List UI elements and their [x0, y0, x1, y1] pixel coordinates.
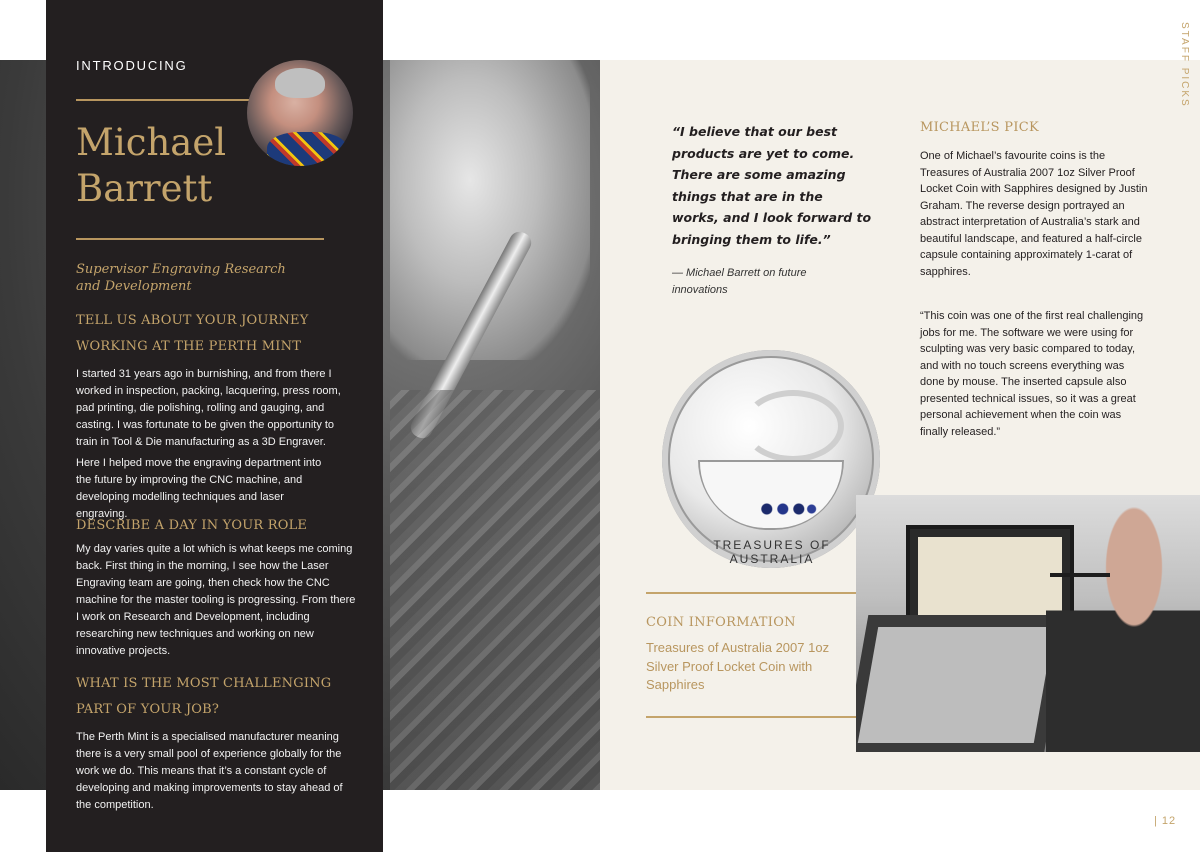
answer-paragraph: Here I helped move the engraving department into the future by improving the CNC machine, and developing modelling techniques and laser engraving. [76, 457, 322, 520]
divider [76, 238, 324, 240]
section-tag: STAFF PICKS [1179, 22, 1190, 108]
answer-paragraph: The Perth Mint is a specialised manufacturer meaning there is a very small pool of experience globally for the work we do. This means that it’s a constant cycle of developing and making improvements to stay ahead of the competition. [76, 731, 343, 811]
answer-paragraph: My day varies quite a lot which is what keeps me coming back. First thing in the morning, I see how the Laser Engraving team are going, then check how the CNC machine for the master tooling is progressing. From there I work on Research and Development, including researching new techniques and working on new innovative projects. [76, 543, 356, 657]
avatar [247, 60, 353, 166]
tablet-screen [858, 627, 1054, 743]
profile-role: Supervisor Engraving Research and Development [76, 262, 286, 294]
profile-panel [46, 0, 383, 852]
divider [646, 716, 856, 718]
question-heading: WHAT IS THE MOST CHALLENGING PART OF YOUR JOB? [76, 676, 332, 717]
pick-quote-paragraph: “This coin was one of the first real challenging jobs for me. The software we were using for sculpting was very basic compared to today, and with no touch screens everything was done by mouse. The inserted capsule also presented technical issues, so it was a great personal achievement when the coin was finally released.” [920, 310, 1144, 438]
divider [76, 99, 251, 101]
last-name: Barrett [76, 167, 213, 210]
sapphires [754, 500, 818, 518]
avatar-hair [275, 68, 325, 98]
profile-name [76, 120, 226, 212]
divider [646, 592, 856, 594]
pull-quote: “I believe that our best products are yet to come. There are some amazing things that are in the works, and I look forward to bringing them to life.” [672, 124, 872, 247]
intro-label: INTRODUCING [76, 58, 188, 73]
engraver-photo [856, 495, 1200, 752]
first-name: Michael [76, 121, 227, 164]
question-heading: TELL US ABOUT YOUR JOURNEY WORKING AT THE PERTH MINT [76, 313, 309, 354]
page-number: | 12 [1154, 815, 1177, 827]
sapphire-capsule [698, 460, 844, 530]
avatar-shirt [267, 132, 347, 166]
answer-paragraph: I started 31 years ago in burnishing, and from there I worked in inspection, packing, lacquering, press room, pad printing, die polishing, rolling and gauging, and casting. I was fortunate to be given the opportunity to train in Tool & Die manufacturing as a 3D Engraver. [76, 368, 341, 448]
question-heading: DESCRIBE A DAY IN YOUR ROLE [76, 518, 308, 533]
coin-swirl [742, 390, 844, 462]
coin-info-text: Treasures of Australia 2007 1oz Silver Proof Locket Coin with Sapphires [646, 640, 830, 692]
pick-heading: MICHAEL’S PICK [920, 120, 1040, 135]
drawing-tablet-image [856, 615, 1068, 752]
coin-image [662, 350, 880, 568]
pick-paragraph: One of Michael’s favourite coins is the Treasures of Australia 2007 1oz Silver Proof Locket Coin with Sapphires designed by Justin Graham. The reverse design portrayed an abstract interpretation of Australia’s stark and beautiful landscape, and featured a half-circle capsule containing approximately 1-carat of sapphires. [920, 150, 1148, 278]
engraver-person [1046, 495, 1200, 752]
glasses [1050, 573, 1110, 587]
coin-info-heading: COIN INFORMATION [646, 615, 796, 630]
coin-legend: TREASURES OF AUSTRALIA [713, 538, 831, 566]
kangaroo-relief-image [390, 390, 600, 790]
quote-attribution: — Michael Barrett on future innovations [672, 267, 807, 296]
